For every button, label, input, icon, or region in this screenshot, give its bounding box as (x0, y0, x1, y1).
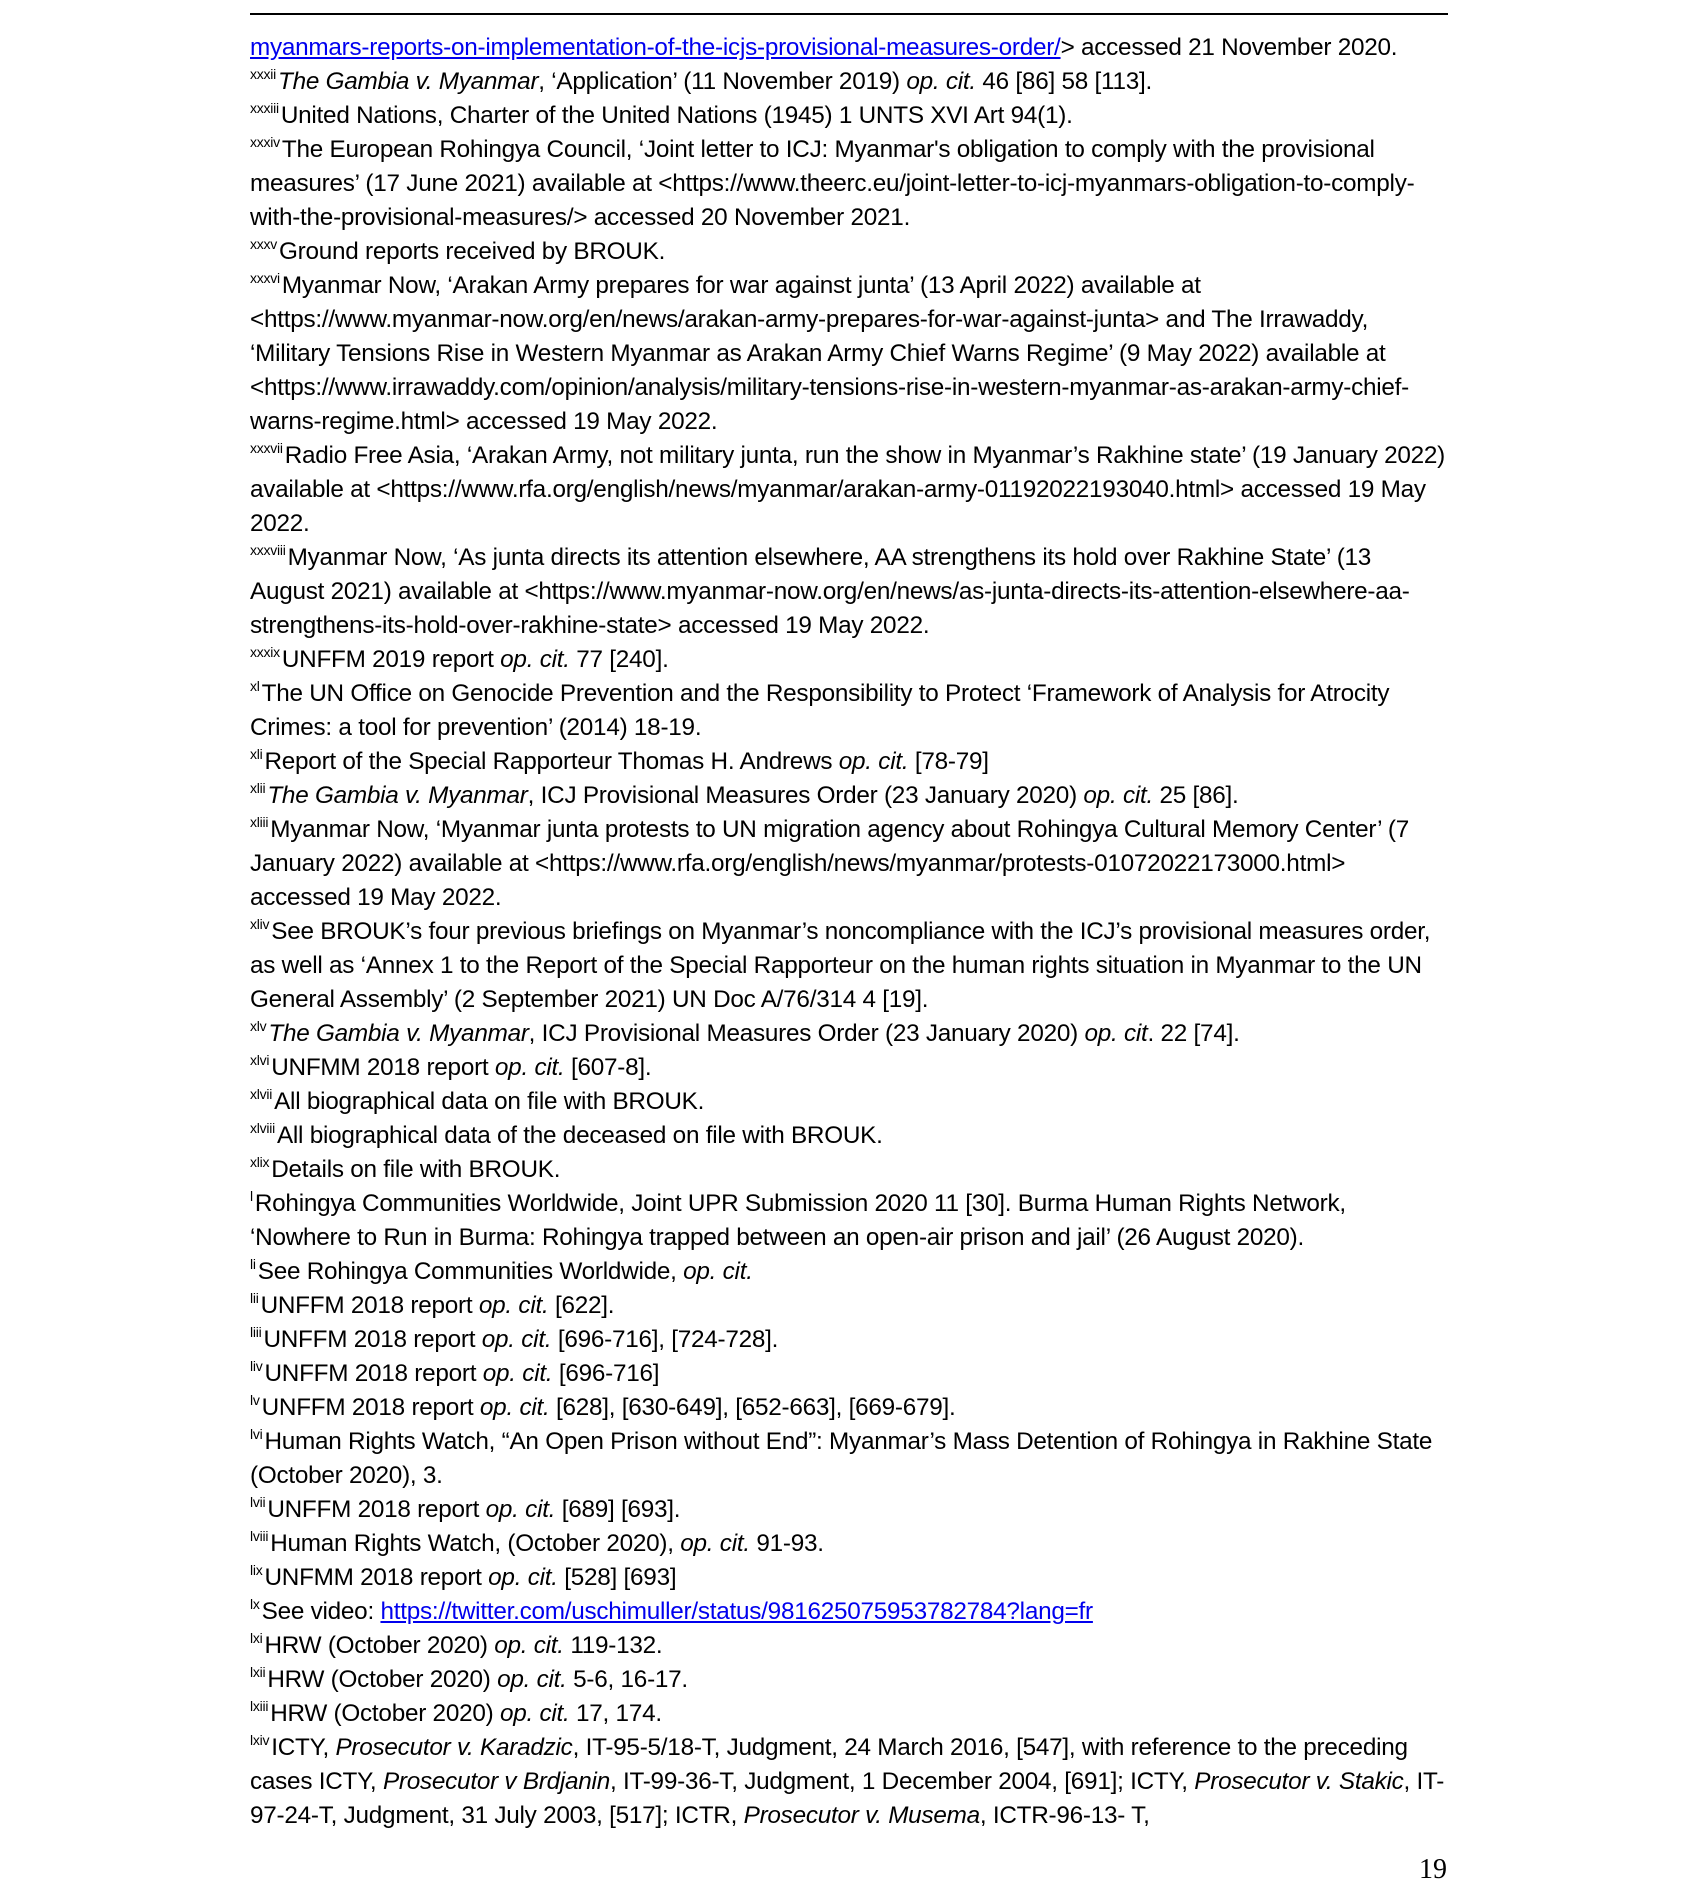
endnote-italic-text: op. cit. (494, 1632, 564, 1659)
endnote-marker: xlvii (250, 1086, 273, 1102)
endnote-text: Ground reports received by BROUK. (279, 238, 666, 265)
endnote-text: UNFFM 2018 report (260, 1292, 479, 1319)
endnote-marker: xxxv (250, 236, 277, 252)
endnote (250, 1731, 1448, 1833)
endnote-text: Human Rights Watch, (October 2020), (270, 1530, 681, 1557)
endnote-text: HRW (October 2020) (270, 1700, 500, 1727)
endnote-text: [528] [693] (557, 1564, 677, 1591)
endnote-text: Myanmar Now, ‘Arakan Army prepares for war against junta’ (13 April 2022) available at <https://www.myanmar-now.org/en/news/arakan-army-prepares-for-war-against-junta> and The Irrawaddy, ‘Military Tensions Rise in Western Myanmar as Arakan Army Chief Warns Regime’ (9 May 2022) available at <https://www.irrawaddy.com/opinion/analysis/military-tensions-rise-in-western-myanmar-as-arakan-army-chief-warns-regime.html> accessed 19 May 2022. (250, 272, 1409, 435)
endnote-italic-text: op. cit. (1083, 782, 1153, 809)
endnote-link[interactable]: myanmars-reports-on-implementation-of-the-icjs-provisional-measures-order/ (250, 34, 1061, 61)
endnote-text: [607-8]. (564, 1054, 652, 1081)
footnote-separator-rule (250, 13, 1448, 15)
endnote-marker: xxxiv (250, 134, 280, 150)
endnote-text: [696-716], [724-728]. (551, 1326, 779, 1353)
endnote-italic-text: op. cit. (479, 1394, 550, 1421)
endnote-italic-text: op. cit. (497, 1666, 567, 1693)
endnote-text: United Nations, Charter of the United Nations (1945) 1 UNTS XVI Art 94(1). (280, 102, 1073, 129)
endnote-text: UNFFM 2018 report (264, 1360, 483, 1387)
page-number: 19 (1419, 1854, 1447, 1885)
endnote-text: UNFFM 2019 report (281, 646, 501, 673)
endnote-marker: xlvi (250, 1052, 270, 1068)
endnote-text: See Rohingya Communities Worldwide, (257, 1258, 684, 1285)
endnote-marker: xliii (250, 814, 269, 830)
endnote-italic-text: The Gambia v. Myanmar (268, 1020, 529, 1047)
endnote-marker: lxiii (250, 1698, 269, 1714)
endnote (250, 1289, 1448, 1323)
endnote (250, 99, 1448, 133)
endnote-text: Report of the Special Rapporteur Thomas H. Andrews (264, 748, 839, 775)
endnote-marker: lviii (250, 1528, 269, 1544)
endnote-marker: xxxvii (250, 440, 283, 456)
endnote (250, 133, 1448, 235)
endnote (250, 1663, 1448, 1697)
endnote-italic-text: op. cit. (500, 646, 570, 673)
endnote-text: [78-79] (908, 748, 989, 775)
endnote-marker: lix (250, 1562, 263, 1578)
endnote-text: Myanmar Now, ‘Myanmar junta protests to UN migration agency about Rohingya Cultural Memory Center’ (7 January 2022) available at <https://www.rfa.org/english/news/myanmar/protests-01072022173000.html> accessed 19 May 2022. (250, 816, 1409, 911)
endnote-marker: lxiv (250, 1732, 270, 1748)
endnote-marker: li (250, 1256, 256, 1272)
endnote-italic-text: Prosecutor v. Musema (743, 1802, 980, 1829)
endnote-italic-text: Prosecutor v. Karadzic (335, 1734, 573, 1761)
endnote-text: UNFMM 2018 report (264, 1564, 489, 1591)
endnote (250, 1085, 1448, 1119)
endnote (250, 1187, 1448, 1255)
endnote-marker: xl (250, 678, 260, 694)
endnote (250, 1595, 1448, 1629)
endnote-text: 25 [86]. (1153, 782, 1239, 809)
endnote (250, 1493, 1448, 1527)
endnote-italic-text: op. cit. (683, 1258, 753, 1285)
endnote (250, 1051, 1448, 1085)
endnote-marker: xlv (250, 1018, 267, 1034)
endnote-text: 119-132. (563, 1632, 663, 1659)
endnote-italic-text: The Gambia v. Myanmar (277, 68, 539, 95)
endnote (250, 1629, 1448, 1663)
endnote-text: HRW (October 2020) (267, 1666, 498, 1693)
endnote-marker: xxxiii (250, 100, 279, 116)
endnote (250, 1017, 1448, 1051)
endnote-text: The UN Office on Genocide Prevention and the Responsibility to Protect ‘Framework of Analysis for Atrocity Crimes: a tool for prevention’ (2014) 18-19. (250, 680, 1390, 741)
endnote-text: All biographical data of the deceased on file with BROUK. (276, 1122, 883, 1149)
endnote-marker: lv (250, 1392, 260, 1408)
endnote-text: , IT-99-36-T, Judgment, 1 December 2004, [691]; ICTY, (609, 1768, 1195, 1795)
endnote-marker: xlii (250, 780, 266, 796)
endnote-text: , ICTR-96-13- T, (979, 1802, 1150, 1829)
endnote-italic-text: op. cit. (485, 1496, 556, 1523)
endnote-marker: lvi (250, 1426, 263, 1442)
endnote-text: [622]. (548, 1292, 615, 1319)
endnote (250, 65, 1448, 99)
endnote (250, 1323, 1448, 1357)
endnote-italic-text: op. cit (1084, 1020, 1148, 1047)
endnote-text: , IT-95-5/18-T, Judgment, 24 March 2016, [547], with reference to the preceding cases ICTY, (250, 1734, 1408, 1795)
endnote-text: All biographical data on file with BROUK. (274, 1088, 705, 1115)
endnote-text: [696-716] (552, 1360, 660, 1387)
endnote (250, 1119, 1448, 1153)
endnote-marker: xxxviii (250, 542, 286, 558)
endnote (250, 1697, 1448, 1731)
endnote (250, 779, 1448, 813)
endnote-text: Rohingya Communities Worldwide, Joint UPR Submission 2020 11 [30]. Burma Human Rights Network, ‘Nowhere to Run in Burma: Rohingya trapped between an open-air prison and jail’ (26 August 2020). (250, 1190, 1346, 1251)
endnote-italic-text: The Gambia v. Myanmar (267, 782, 528, 809)
endnote-text: 77 [240]. (569, 646, 669, 673)
endnote-italic-text: op. cit. (482, 1360, 553, 1387)
endnote-text: Human Rights Watch, “An Open Prison without End”: Myanmar’s Mass Detention of Rohingya in Rakhine State (October 2020), 3. (250, 1428, 1433, 1489)
endnote-marker: lii (250, 1290, 259, 1306)
endnote-marker: liv (250, 1358, 263, 1374)
endnote-italic-text: op. cit. (499, 1700, 570, 1727)
endnote (250, 541, 1448, 643)
endnote (250, 677, 1448, 745)
endnote-text: ICTY, (271, 1734, 336, 1761)
endnote-text: See video: (261, 1598, 381, 1625)
endnote (250, 1357, 1448, 1391)
endnote-text: UNFFM 2018 report (267, 1496, 486, 1523)
endnote-text: 91-93. (749, 1530, 824, 1557)
endnote-marker: lxii (250, 1664, 266, 1680)
endnote-marker: lvii (250, 1494, 266, 1510)
endnote (250, 31, 1448, 65)
endnote-text: UNFFM 2018 report (263, 1326, 482, 1353)
endnote-marker: xlix (250, 1154, 270, 1170)
endnote (250, 1561, 1448, 1595)
endnote-text: Radio Free Asia, ‘Arakan Army, not military junta, run the show in Myanmar’s Rakhine state’ (19 January 2022) available at <https://www.rfa.org/english/news/myanmar/arakan-army-01192022193040.html> accessed 19 May 2022. (250, 442, 1445, 537)
endnote-text: , ICJ Provisional Measures Order (23 January 2020) (528, 1020, 1085, 1047)
endnote-marker: l (250, 1188, 253, 1204)
endnote-text: Myanmar Now, ‘As junta directs its attention elsewhere, AA strengthens its hold over Rakhine State’ (13 August 2021) available at <https://www.myanmar-now.org/en/news/as-junta-directs-its-attention-elsewhere-aa-strengthens-its-hold-over-rakhine-state> accessed 19 May 2022. (250, 544, 1410, 639)
endnote-text: UNFMM 2018 report (271, 1054, 495, 1081)
endnote-italic-text: op. cit. (481, 1326, 552, 1353)
endnote (250, 745, 1448, 779)
endnote (250, 643, 1448, 677)
endnote (250, 915, 1448, 1017)
endnote-marker: lx (250, 1596, 260, 1612)
endnote-italic-text: op. cit. (494, 1054, 565, 1081)
endnote (250, 1391, 1448, 1425)
endnote-marker: xlviii (250, 1120, 275, 1136)
endnote (250, 1255, 1448, 1289)
endnote-marker: xli (250, 746, 263, 762)
endnote-marker: xxxix (250, 644, 280, 660)
endnote-text: 5-6, 16-17. (566, 1666, 688, 1693)
endnote (250, 269, 1448, 439)
endnote-italic-text: op. cit. (488, 1564, 558, 1591)
endnote-italic-text: op. cit. (906, 68, 976, 95)
endnote-text: UNFFM 2018 report (261, 1394, 480, 1421)
endnote-text: The European Rohingya Council, ‘Joint letter to ICJ: Myanmar's obligation to comply with the provisional measures’ (17 June 2021) available at <https://www.theerc.eu/joint-letter-to-icj-myanmars-obligation-to-comply-with-the-provisional-measures/> accessed 20 November 2021. (250, 136, 1415, 231)
endnote-text: . 22 [74]. (1147, 1020, 1240, 1047)
endnote-text: , ICJ Provisional Measures Order (23 January 2020) (527, 782, 1084, 809)
endnote (250, 1527, 1448, 1561)
endnote-text: [628], [630-649], [652-663], [669-679]. (549, 1394, 956, 1421)
endnote-italic-text: op. cit. (680, 1530, 750, 1557)
endnote-text: > accessed 21 November 2020. (1060, 34, 1398, 61)
endnote-text: 46 [86] 58 [113]. (975, 68, 1152, 95)
endnote-marker: xxxvi (250, 270, 280, 286)
endnote-text: See BROUK’s four previous briefings on Myanmar’s noncompliance with the ICJ’s provisional measures order, as well as ‘Annex 1 to the Report of the Special Rapporteur on the human rights situation in Myanmar to the UN General Assembly’ (2 September 2021) UN Doc A/76/314 4 [19]. (250, 918, 1431, 1013)
endnote-italic-text: op. cit. (478, 1292, 549, 1319)
endnote-text: [689] [693]. (555, 1496, 681, 1523)
endnote-text: HRW (October 2020) (264, 1632, 495, 1659)
endnote-text: Details on file with BROUK. (271, 1156, 561, 1183)
endnote (250, 439, 1448, 541)
endnote (250, 1153, 1448, 1187)
endnote-marker: liii (250, 1324, 262, 1340)
endnote-marker: xxxii (250, 66, 276, 82)
endnote-italic-text: Prosecutor v. Stakic (1194, 1768, 1404, 1795)
endnote-text: , IT-97-24-T, Judgment, 31 July 2003, [517]; ICTR, (250, 1768, 1445, 1829)
endnote-italic-text: Prosecutor v Brdjanin (382, 1768, 610, 1795)
endnote-marker: lxi (250, 1630, 263, 1646)
endnote (250, 1425, 1448, 1493)
endnote (250, 813, 1448, 915)
endnote (250, 235, 1448, 269)
endnote-marker: xliv (250, 916, 270, 932)
endnote-italic-text: op. cit. (838, 748, 909, 775)
endnote-link[interactable]: https://twitter.com/uschimuller/status/981625075953782784?lang=fr (380, 1598, 1093, 1625)
endnote-text: , ‘Application’ (11 November 2019) (538, 68, 907, 95)
endnotes-list (250, 31, 1448, 1833)
endnote-text: 17, 174. (569, 1700, 662, 1727)
